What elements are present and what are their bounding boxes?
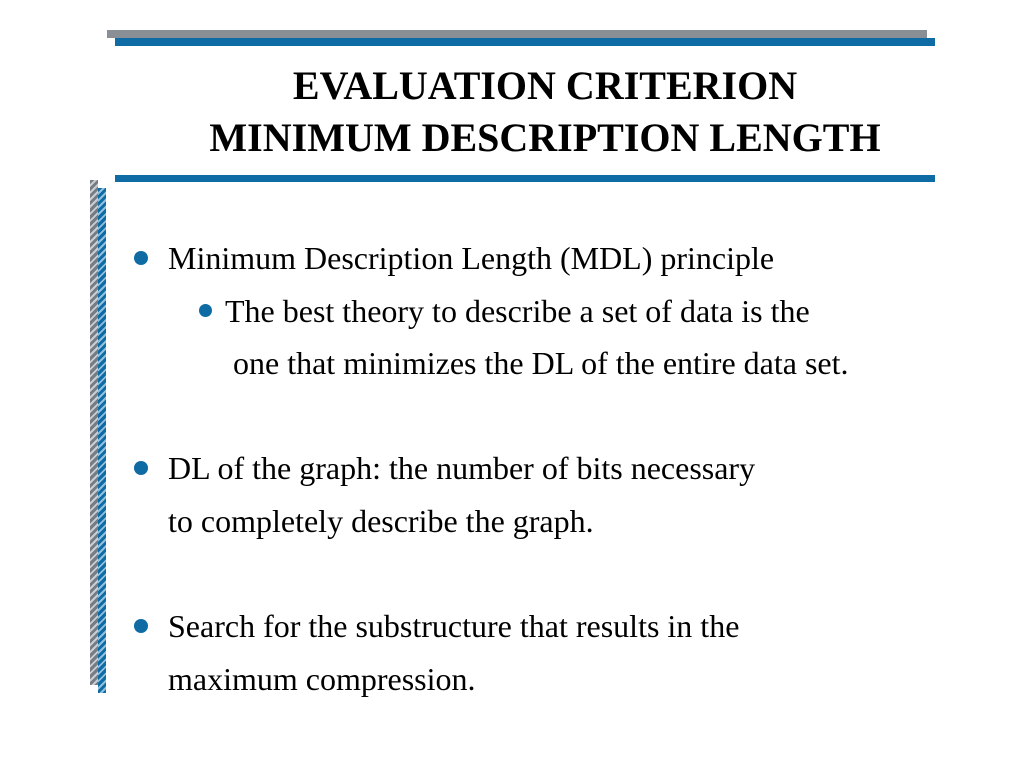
bullet-2-line-1: DL of the graph: the number of bits necessary bbox=[168, 450, 756, 486]
bullet-1-dot-icon bbox=[134, 251, 148, 265]
bullet-2-line-2: to completely describe the graph. bbox=[168, 503, 594, 539]
bullet-1-line-1: Minimum Description Length (MDL) principle bbox=[168, 240, 775, 276]
slide-title bbox=[115, 60, 975, 164]
left-gray-hatched-bar bbox=[90, 180, 98, 685]
sub-bullet-1-line-2: one that minimizes the DL of the entire data set. bbox=[233, 345, 849, 381]
top-blue-rule bbox=[115, 38, 935, 46]
sub-bullet-1-dot-icon bbox=[199, 304, 212, 317]
bullet-2-dot-icon bbox=[134, 461, 148, 475]
left-blue-hatched-bar bbox=[98, 188, 106, 693]
sub-bullet-1-line-1: The best theory to describe a set of data is the bbox=[225, 293, 810, 329]
title-underline-rule bbox=[115, 175, 935, 182]
bullet-3-line-1: Search for the substructure that results in the bbox=[168, 608, 740, 644]
top-gray-rule bbox=[107, 30, 927, 38]
slide-title-line-2: MINIMUM DESCRIPTION LENGTH bbox=[209, 115, 881, 160]
slide-title-line-1: EVALUATION CRITERION bbox=[292, 63, 798, 108]
bullet-3-dot-icon bbox=[134, 619, 148, 633]
bullet-3-line-2: maximum compression. bbox=[168, 661, 476, 697]
